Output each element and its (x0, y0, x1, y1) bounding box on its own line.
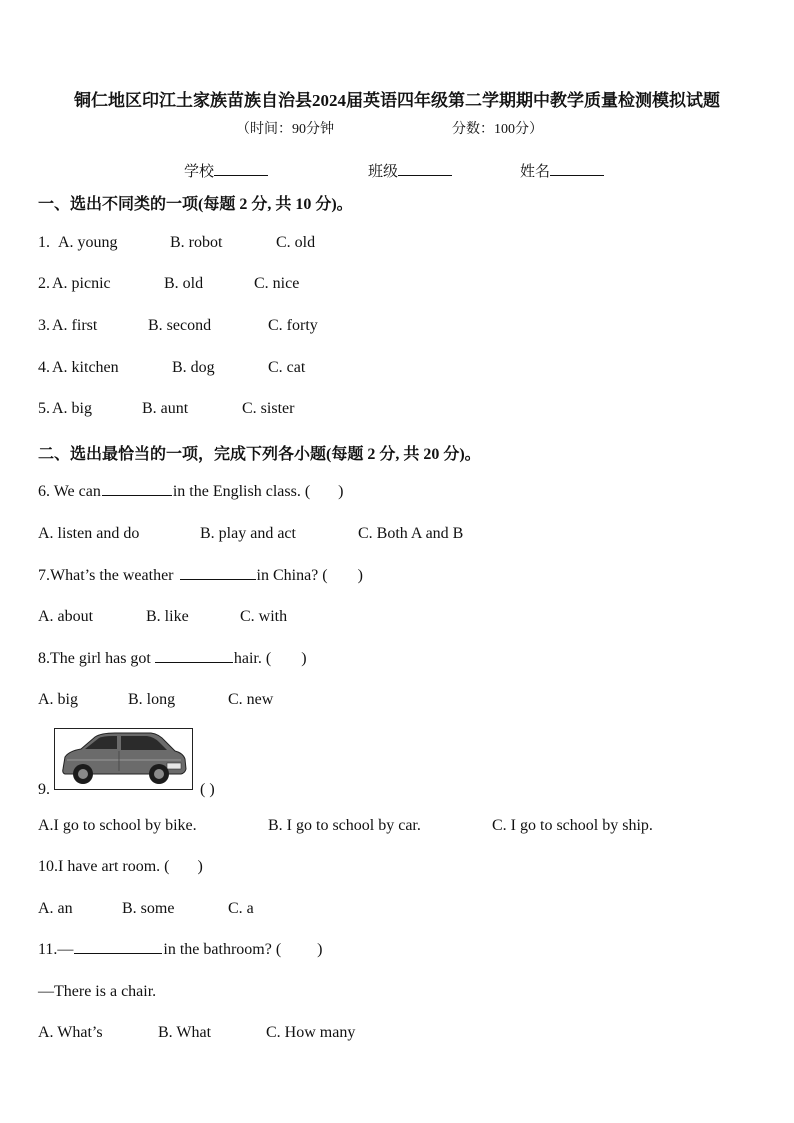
section-heading-1: 一、选出不同类的一项(每题 2 分, 共 10 分)。 (38, 196, 353, 213)
score-note: 分数：100分） (452, 122, 543, 137)
answer-blank[interactable] (155, 661, 233, 663)
question-5 (38, 400, 295, 418)
question-8 (38, 650, 307, 668)
option-a: A.I go to school by bike. (38, 817, 197, 834)
question-4 (38, 359, 306, 377)
option-a: A. young (58, 234, 118, 251)
option-c: C. old (276, 234, 316, 251)
option-a: A. big (52, 400, 92, 417)
question-1 (38, 234, 316, 252)
question-11-answer: —There is a chair. (38, 983, 157, 1000)
option-b: B. second (148, 317, 212, 334)
option-a: A. big (38, 691, 78, 708)
class-label: 班级 (368, 164, 399, 180)
option-a: A. listen and do (38, 525, 140, 542)
page-title: 铜仁地区印江土家族苗族自治县2024届英语四年级第二学期期中教学质量检测模拟试题 (74, 91, 720, 110)
option-b: B. aunt (142, 400, 189, 417)
option-b: B. old (164, 275, 204, 292)
car-picture (54, 728, 193, 790)
question-number: 1. (38, 234, 50, 251)
time-note: （时间：90分钟 (236, 122, 334, 137)
name-field (520, 160, 604, 181)
question-stem-end: hair. ( (233, 650, 272, 667)
option-c: C. cat (268, 359, 306, 376)
option-c: C. Both A and B (358, 525, 464, 542)
question-stem-end: in China? ( (256, 567, 328, 584)
question-10 (38, 858, 203, 876)
section-heading-2: 二、选出最恰当的一项，完成下列各小题(每题 2 分, 共 20 分)。 (38, 446, 481, 463)
question-6 (38, 483, 343, 501)
option-c: C. with (240, 608, 288, 625)
question-number: 9. (38, 781, 50, 798)
question-stem: 7.What’s the weather (38, 567, 174, 584)
question-stem: 10.I have art room. ( (38, 858, 170, 875)
question-stem-end: in the English class. ( (172, 483, 311, 500)
name-blank[interactable] (550, 161, 604, 176)
option-b: B. long (128, 691, 176, 708)
option-a: A. first (52, 317, 98, 334)
answer-paren-close: ) (338, 483, 344, 500)
class-field (368, 160, 452, 181)
answer-blank[interactable] (102, 494, 172, 496)
question-number: 2. (38, 275, 50, 292)
question-11 (38, 941, 322, 959)
question-2 (38, 275, 300, 293)
answer-paren-close: ) (357, 567, 363, 584)
option-b: B. like (146, 608, 189, 625)
option-c: C. How many (266, 1024, 356, 1041)
option-b: B. play and act (200, 525, 296, 542)
car-icon (55, 729, 191, 788)
school-blank[interactable] (214, 161, 268, 176)
option-b: B. I go to school by car. (268, 817, 421, 834)
question-stem: 11.— (38, 941, 74, 958)
question-stem-end: in the bathroom? ( (163, 941, 282, 958)
answer-blank[interactable] (180, 578, 256, 580)
option-b: B. some (122, 900, 175, 917)
option-a: A. picnic (52, 275, 111, 292)
option-b: B. robot (170, 234, 223, 251)
name-label: 姓名 (520, 164, 551, 180)
option-b: B. dog (172, 359, 215, 376)
question-stem: 8.The girl has got (38, 650, 151, 667)
option-a: A. an (38, 900, 73, 917)
option-c: C. I go to school by ship. (492, 817, 653, 834)
option-c: C. a (228, 900, 254, 917)
class-blank[interactable] (398, 161, 452, 176)
question-3 (38, 317, 318, 335)
school-field (184, 160, 268, 181)
question-number: 4. (38, 359, 50, 376)
answer-paren-close: ) (317, 941, 323, 958)
option-c: C. nice (254, 275, 300, 292)
option-c: C. forty (268, 317, 318, 334)
school-label: 学校 (184, 164, 215, 180)
answer-blank[interactable] (74, 952, 162, 954)
option-c: C. sister (242, 400, 295, 417)
option-a: A. kitchen (52, 359, 119, 376)
option-c: C. new (228, 691, 274, 708)
question-stem: 6. We can (38, 483, 101, 500)
option-a: A. What’s (38, 1024, 103, 1041)
answer-paren-close: ) (197, 858, 203, 875)
option-b: B. What (158, 1024, 212, 1041)
answer-paren: ( ) (200, 781, 215, 798)
answer-paren-close: ) (301, 650, 307, 667)
question-number: 3. (38, 317, 50, 334)
question-7 (38, 567, 363, 585)
option-a: A. about (38, 608, 94, 625)
question-number: 5. (38, 400, 50, 417)
question-9 (38, 781, 50, 799)
